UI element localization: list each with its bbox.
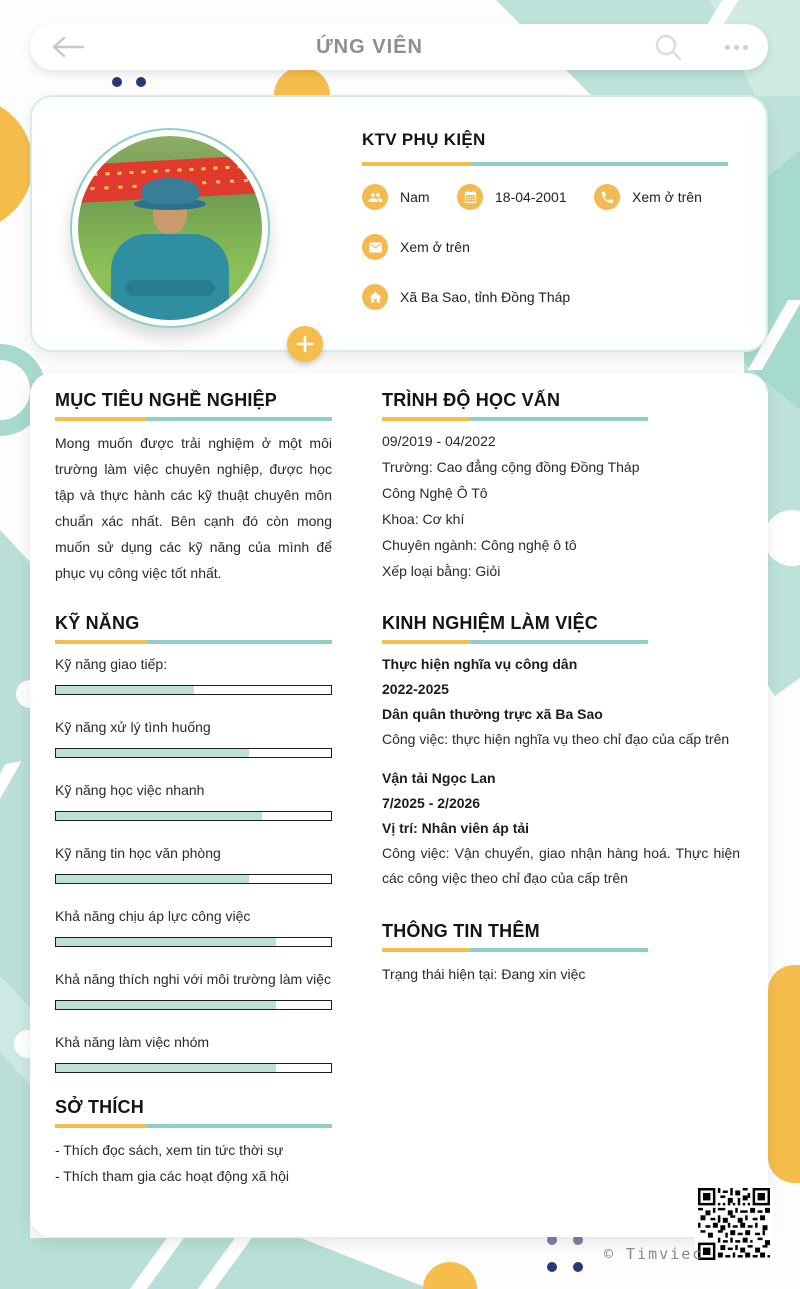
skill-bar-fill bbox=[56, 875, 249, 883]
phone-value: Xem ở trên bbox=[632, 189, 702, 205]
qr-code bbox=[695, 1185, 773, 1263]
experience-company: Vận tải Ngọc Lan bbox=[382, 770, 496, 786]
search-icon bbox=[653, 32, 683, 62]
education-line: Công Nghệ Ô Tô bbox=[382, 485, 488, 501]
skill-bar-fill bbox=[56, 686, 194, 694]
experience-description: Công việc: Vận chuyển, giao nhận hàng hoá. Thực hiện các công việc theo chỉ đạo của cấp trên bbox=[382, 845, 740, 886]
skill-label: Khả năng làm việc nhóm bbox=[55, 1034, 210, 1050]
home-icon bbox=[362, 284, 388, 310]
experience-entry bbox=[382, 652, 740, 752]
email-value: Xem ở trên bbox=[400, 239, 470, 255]
skill-item bbox=[55, 656, 332, 695]
skill-label: Kỹ năng xử lý tình huống bbox=[55, 719, 211, 735]
education-details bbox=[382, 428, 740, 584]
skill-bar-fill bbox=[56, 812, 262, 820]
photo-person-hat bbox=[141, 178, 199, 204]
cv-right-column bbox=[382, 390, 740, 1237]
profile-info bbox=[362, 130, 730, 310]
avatar-ring bbox=[70, 128, 270, 328]
plus-icon bbox=[296, 335, 314, 353]
search-button[interactable] bbox=[653, 32, 683, 62]
phone-field bbox=[594, 184, 702, 210]
experience-position: Dân quân thường trực xã Ba Sao bbox=[382, 706, 603, 722]
profile-row-3 bbox=[362, 284, 730, 310]
experience-period: 7/2025 - 2/2026 bbox=[382, 795, 481, 811]
skill-bar-fill bbox=[56, 938, 276, 946]
profile-row-2 bbox=[362, 234, 730, 260]
navy-dot bbox=[573, 1262, 583, 1272]
header-bar bbox=[30, 24, 768, 70]
experience-period: 2022-2025 bbox=[382, 681, 449, 697]
education-title: TRÌNH ĐỘ HỌC VẤN bbox=[382, 390, 561, 410]
name-underline bbox=[362, 162, 728, 166]
skill-item bbox=[55, 1034, 332, 1073]
current-status: Trạng thái hiện tại: Đang xin việc bbox=[382, 966, 586, 982]
skill-bar bbox=[55, 937, 332, 947]
qr-code-pattern bbox=[698, 1188, 770, 1260]
education-line: Chuyên ngành: Công nghệ ô tô bbox=[382, 537, 577, 553]
address-value: Xã Ba Sao, tỉnh Đồng Tháp bbox=[400, 289, 571, 305]
more-options-button[interactable] bbox=[725, 45, 748, 50]
experience-description: Công việc: thực hiện nghĩa vụ theo chỉ đạo của cấp trên bbox=[382, 731, 730, 747]
hobby-item: - Thích tham gia các hoạt động xã hội bbox=[55, 1168, 289, 1184]
education-line: Trường: Cao đẳng cộng đồng Đồng Tháp bbox=[382, 459, 640, 475]
section-underline bbox=[382, 948, 648, 952]
additional-info-title: THÔNG TIN THÊM bbox=[382, 921, 540, 941]
skill-bar-fill bbox=[56, 749, 249, 757]
skill-item bbox=[55, 782, 332, 821]
back-button[interactable] bbox=[52, 35, 86, 59]
photo-person-shirt bbox=[111, 234, 229, 320]
cv-left-column bbox=[55, 390, 332, 1237]
hobbies-title: SỞ THÍCH bbox=[55, 1097, 144, 1117]
skill-item bbox=[55, 908, 332, 947]
education-line: Khoa: Cơ khí bbox=[382, 511, 465, 527]
section-underline bbox=[55, 1124, 332, 1128]
gender-field bbox=[362, 184, 457, 210]
skill-bar-fill bbox=[56, 1001, 276, 1009]
add-button[interactable] bbox=[287, 326, 323, 362]
experience-title: KINH NGHIỆM LÀM VIỆC bbox=[382, 613, 599, 633]
navy-dot bbox=[136, 77, 146, 87]
skill-bar bbox=[55, 811, 332, 821]
section-underline bbox=[55, 640, 332, 644]
email-field bbox=[362, 234, 470, 260]
profile-row-1 bbox=[362, 184, 730, 210]
section-underline bbox=[55, 417, 332, 421]
page-title: ỨNG VIÊN bbox=[316, 35, 423, 58]
experience-entry bbox=[382, 766, 740, 891]
email-icon bbox=[362, 234, 388, 260]
skill-label: Khả năng thích nghi với môi trường làm việc bbox=[55, 971, 331, 987]
skills-list bbox=[55, 656, 332, 1073]
skill-bar bbox=[55, 874, 332, 884]
copyright-text: © Timviec bbox=[604, 1245, 704, 1263]
objective-title: MỤC TIÊU NGHỀ NGHIỆP bbox=[55, 390, 278, 410]
skills-title: KỸ NĂNG bbox=[55, 613, 140, 633]
skill-label: Kỹ năng học việc nhanh bbox=[55, 782, 205, 798]
profile-card bbox=[30, 95, 768, 352]
yellow-blob-right bbox=[768, 965, 800, 1183]
teal-strip-left bbox=[0, 520, 30, 1243]
skill-label: Kỹ năng tin học văn phòng bbox=[55, 845, 221, 861]
section-underline bbox=[382, 417, 648, 421]
skill-label: Khả năng chịu áp lực công việc bbox=[55, 908, 251, 924]
address-field bbox=[362, 284, 570, 310]
yellow-halfcircle-left bbox=[0, 97, 33, 231]
navy-dot bbox=[547, 1262, 557, 1272]
skill-bar bbox=[55, 1000, 332, 1010]
skill-label: Kỹ năng giao tiếp: bbox=[55, 656, 168, 672]
gender-value: Nam bbox=[400, 189, 430, 205]
phone-icon bbox=[594, 184, 620, 210]
skill-item bbox=[55, 719, 332, 758]
navy-dot bbox=[112, 77, 122, 87]
education-line: Xếp loại bằng: Giỏi bbox=[382, 563, 501, 579]
calendar-icon bbox=[457, 184, 483, 210]
section-underline bbox=[382, 640, 648, 644]
experience-position: Vị trí: Nhân viên áp tải bbox=[382, 820, 530, 836]
back-arrow-icon bbox=[52, 35, 86, 59]
birthday-value: 18-04-2001 bbox=[495, 189, 567, 205]
skill-bar bbox=[55, 1063, 332, 1073]
skill-bar-fill bbox=[56, 1064, 276, 1072]
hobby-item: - Thích đọc sách, xem tin tức thời sự bbox=[55, 1142, 284, 1158]
candidate-name: KTV PHỤ KIỆN bbox=[362, 130, 486, 149]
skill-item bbox=[55, 845, 332, 884]
gender-icon bbox=[362, 184, 388, 210]
experience-company: Thực hiện nghĩa vụ công dân bbox=[382, 656, 578, 672]
skill-bar bbox=[55, 748, 332, 758]
birthday-field bbox=[457, 184, 594, 210]
education-line: 09/2019 - 04/2022 bbox=[382, 433, 496, 449]
yellow-circle-bottom bbox=[423, 1262, 477, 1289]
avatar bbox=[78, 136, 262, 320]
experience-list bbox=[382, 652, 740, 891]
objective-text: Mong muốn được trải nghiệm ở một môi trường làm việc chuyên nghiệp, được học tập và thực hành các kỹ thuật chuyên môn chuẩn xác nhất. Bên cạnh đó còn mong muốn sử dụng các kỹ năng của mình để phục vụ công việc tốt nhất. bbox=[55, 435, 332, 581]
skill-item bbox=[55, 971, 332, 1010]
skill-bar bbox=[55, 685, 332, 695]
cv-body-card bbox=[30, 373, 768, 1237]
